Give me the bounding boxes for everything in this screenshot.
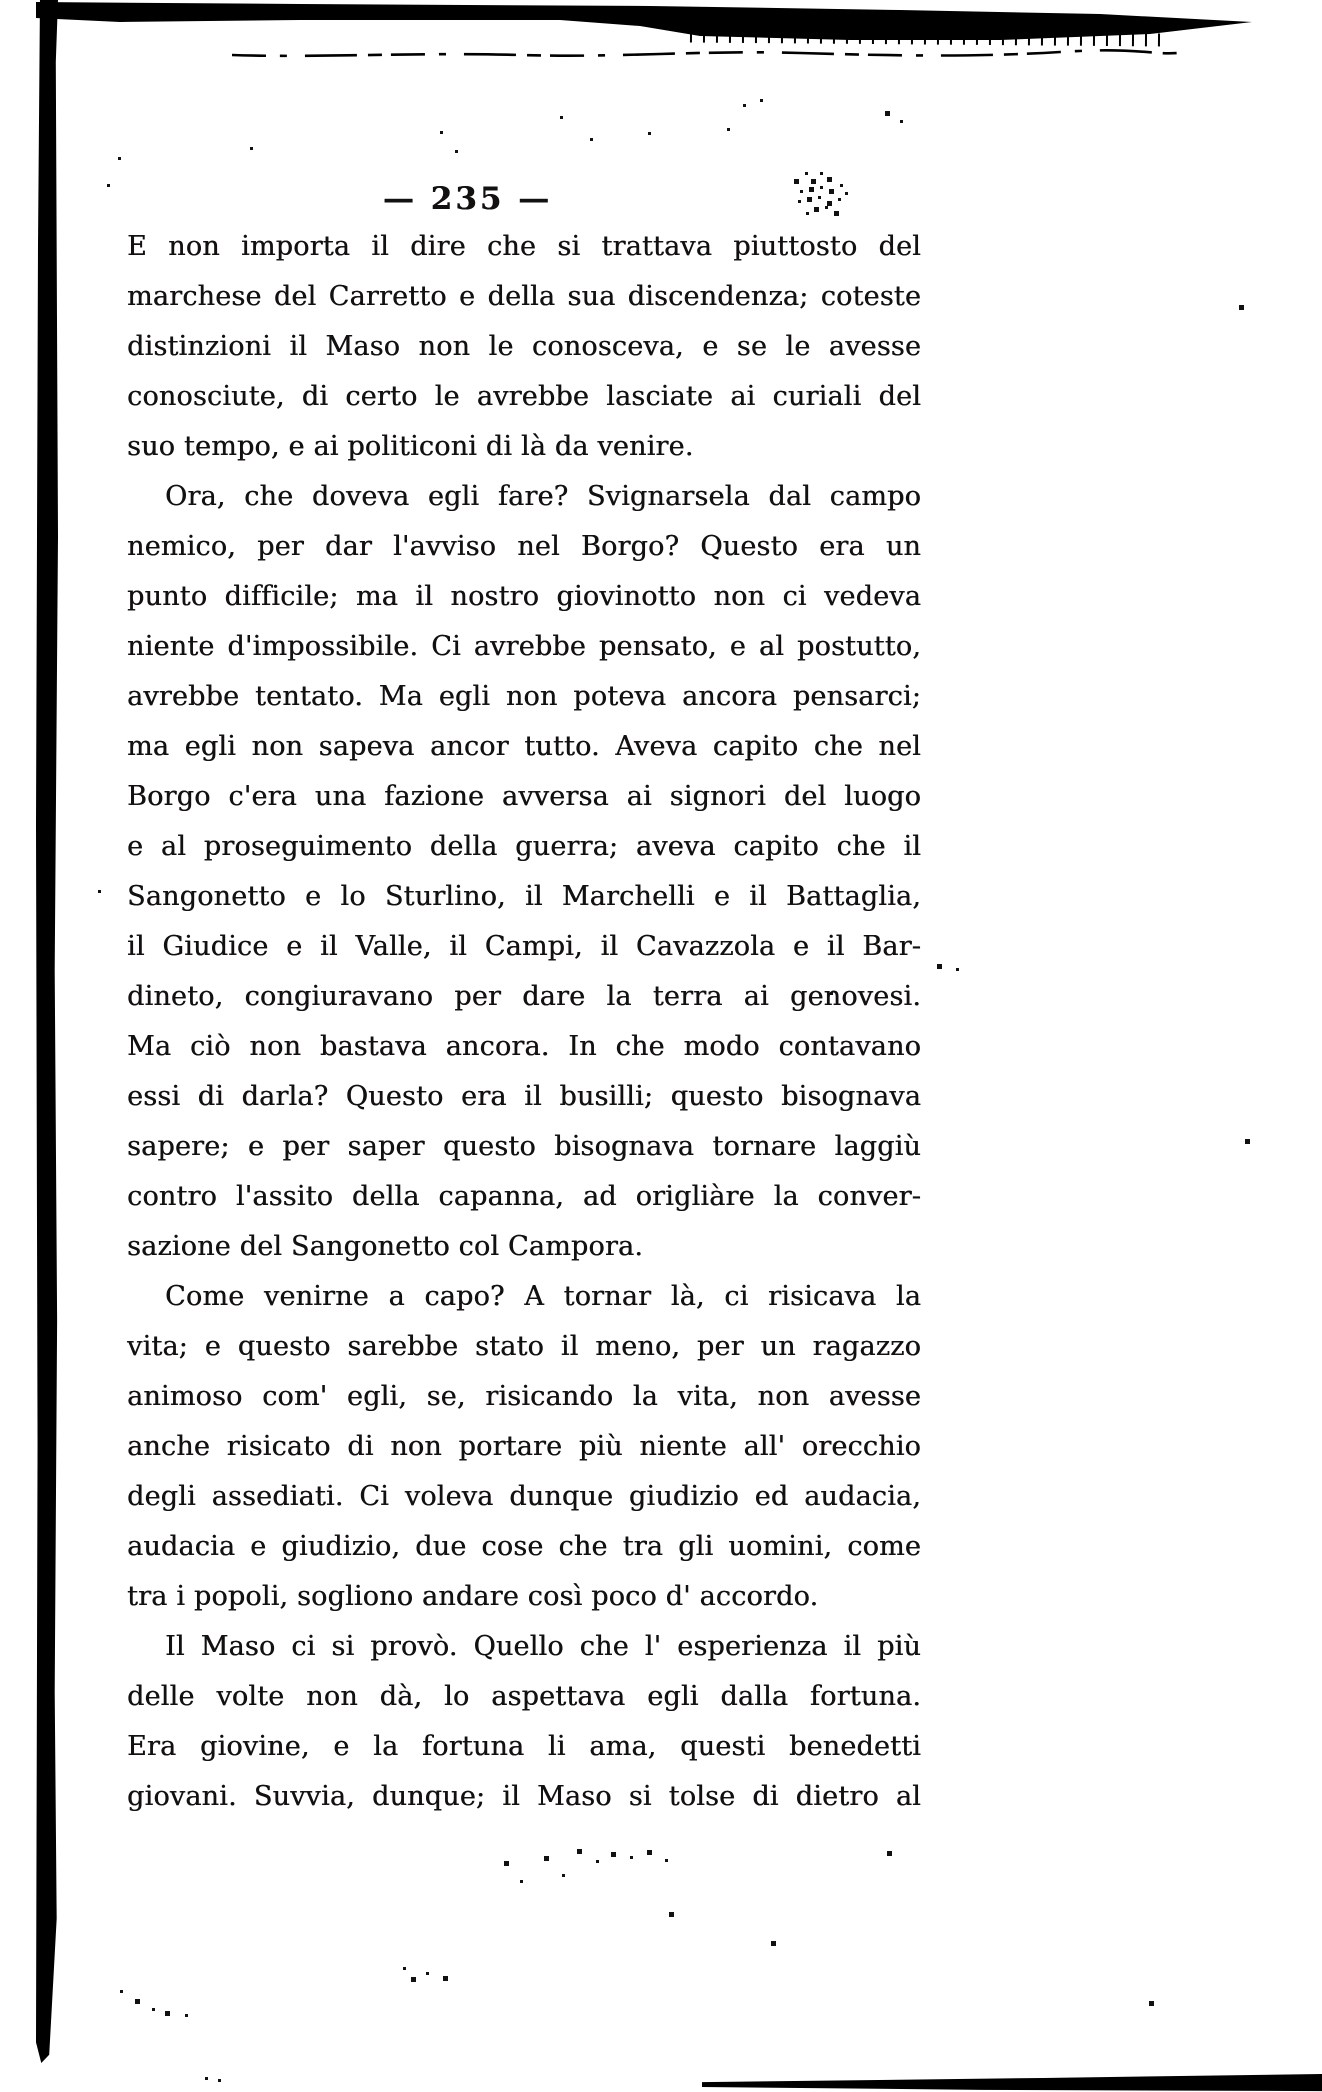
- text-line: ma egli non sapeva ancor tutto. Aveva capito che nel: [127, 731, 921, 762]
- text-line: Ora, che doveva egli fare? Svignarsela dal campo: [165, 481, 921, 512]
- text-line: dineto, congiuravano per dare la terra ai genovesi.: [127, 981, 921, 1012]
- text-line: audacia e giudizio, due cose che tra gli uomini, come: [127, 1531, 921, 1562]
- text-line: avrebbe tentato. Ma egli non poteva ancora pensarci;: [127, 681, 921, 712]
- scan-speckle-cluster-bottom: [0, 0, 3, 3]
- paragraph: [127, 472, 921, 1272]
- text-line: Come venirne a capo? A tornar là, ci risicava la: [165, 1281, 921, 1312]
- page-text: [127, 222, 921, 1822]
- text-line: tra i popoli, sogliono andare così poco d' accordo.: [127, 1581, 819, 1612]
- text-line: sapere; e per saper questo bisognava tornare laggiù: [127, 1131, 921, 1162]
- text-line: niente d'impossibile. Ci avrebbe pensato, e al postutto,: [127, 631, 921, 662]
- text-line: vita; e questo sarebbe stato il meno, per un ragazzo: [127, 1331, 921, 1362]
- text-line: il Giudice e il Valle, il Campi, il Cavazzola e il Bar-: [127, 931, 921, 962]
- page-number: — 235 —: [382, 181, 553, 217]
- text-line: distinzioni il Maso non le conosceva, e se le avesse: [127, 331, 921, 362]
- text-line: Ma ciò non bastava ancora. In che modo contavano: [127, 1031, 921, 1062]
- text-line: essi di darla? Questo era il busilli; questo bisognava: [127, 1081, 921, 1112]
- text-line: Borgo c'era una fazione avversa ai signori del luogo: [127, 781, 921, 812]
- text-line: nemico, per dar l'avviso nel Borgo? Questo era un: [127, 531, 921, 562]
- text-line: conosciute, di certo le avrebbe lasciate ai curiali del: [127, 381, 921, 412]
- paragraph: [127, 1622, 921, 1822]
- text-line: punto difficile; ma il nostro giovinotto non ci vedeva: [127, 581, 921, 612]
- text-line: suo tempo, e ai politiconi di là da venire.: [127, 431, 694, 462]
- text-line: E non importa il dire che si trattava piuttosto del: [127, 231, 921, 262]
- text-line: sazione del Sangonetto col Campora.: [127, 1231, 644, 1262]
- text-line: giovani. Suvvia, dunque; il Maso si tolse di dietro al: [127, 1781, 921, 1812]
- scan-edge-top-band: [0, 0, 1322, 70]
- text-line: animoso com' egli, se, risicando la vita, non avesse: [127, 1381, 921, 1412]
- text-line: delle volte non dà, lo aspettava egli dalla fortuna.: [127, 1681, 921, 1712]
- text-line: contro l'assito della capanna, ad origliàre la conver-: [127, 1181, 921, 1212]
- paragraph: [127, 222, 921, 472]
- text-line: marchese del Carretto e della sua discendenza; coteste: [127, 281, 921, 312]
- text-line: Il Maso ci si provò. Quello che l' esperienza il più: [165, 1631, 921, 1662]
- scan-edge-bottom-mark: [702, 2074, 1322, 2092]
- text-line: e al proseguimento della guerra; aveva capito che il: [127, 831, 921, 862]
- text-line: Era giovine, e la fortuna li ama, questi benedetti: [127, 1731, 921, 1762]
- text-line: Sangonetto e lo Sturlino, il Marchelli e il Battaglia,: [127, 881, 921, 912]
- paragraph: [127, 1272, 921, 1622]
- text-line: degli assediati. Ci voleva dunque giudizio ed audacia,: [127, 1481, 921, 1512]
- text-line: anche risicato di non portare più niente all' orecchio: [127, 1431, 921, 1462]
- scan-edge-left-bar: [36, 0, 58, 2063]
